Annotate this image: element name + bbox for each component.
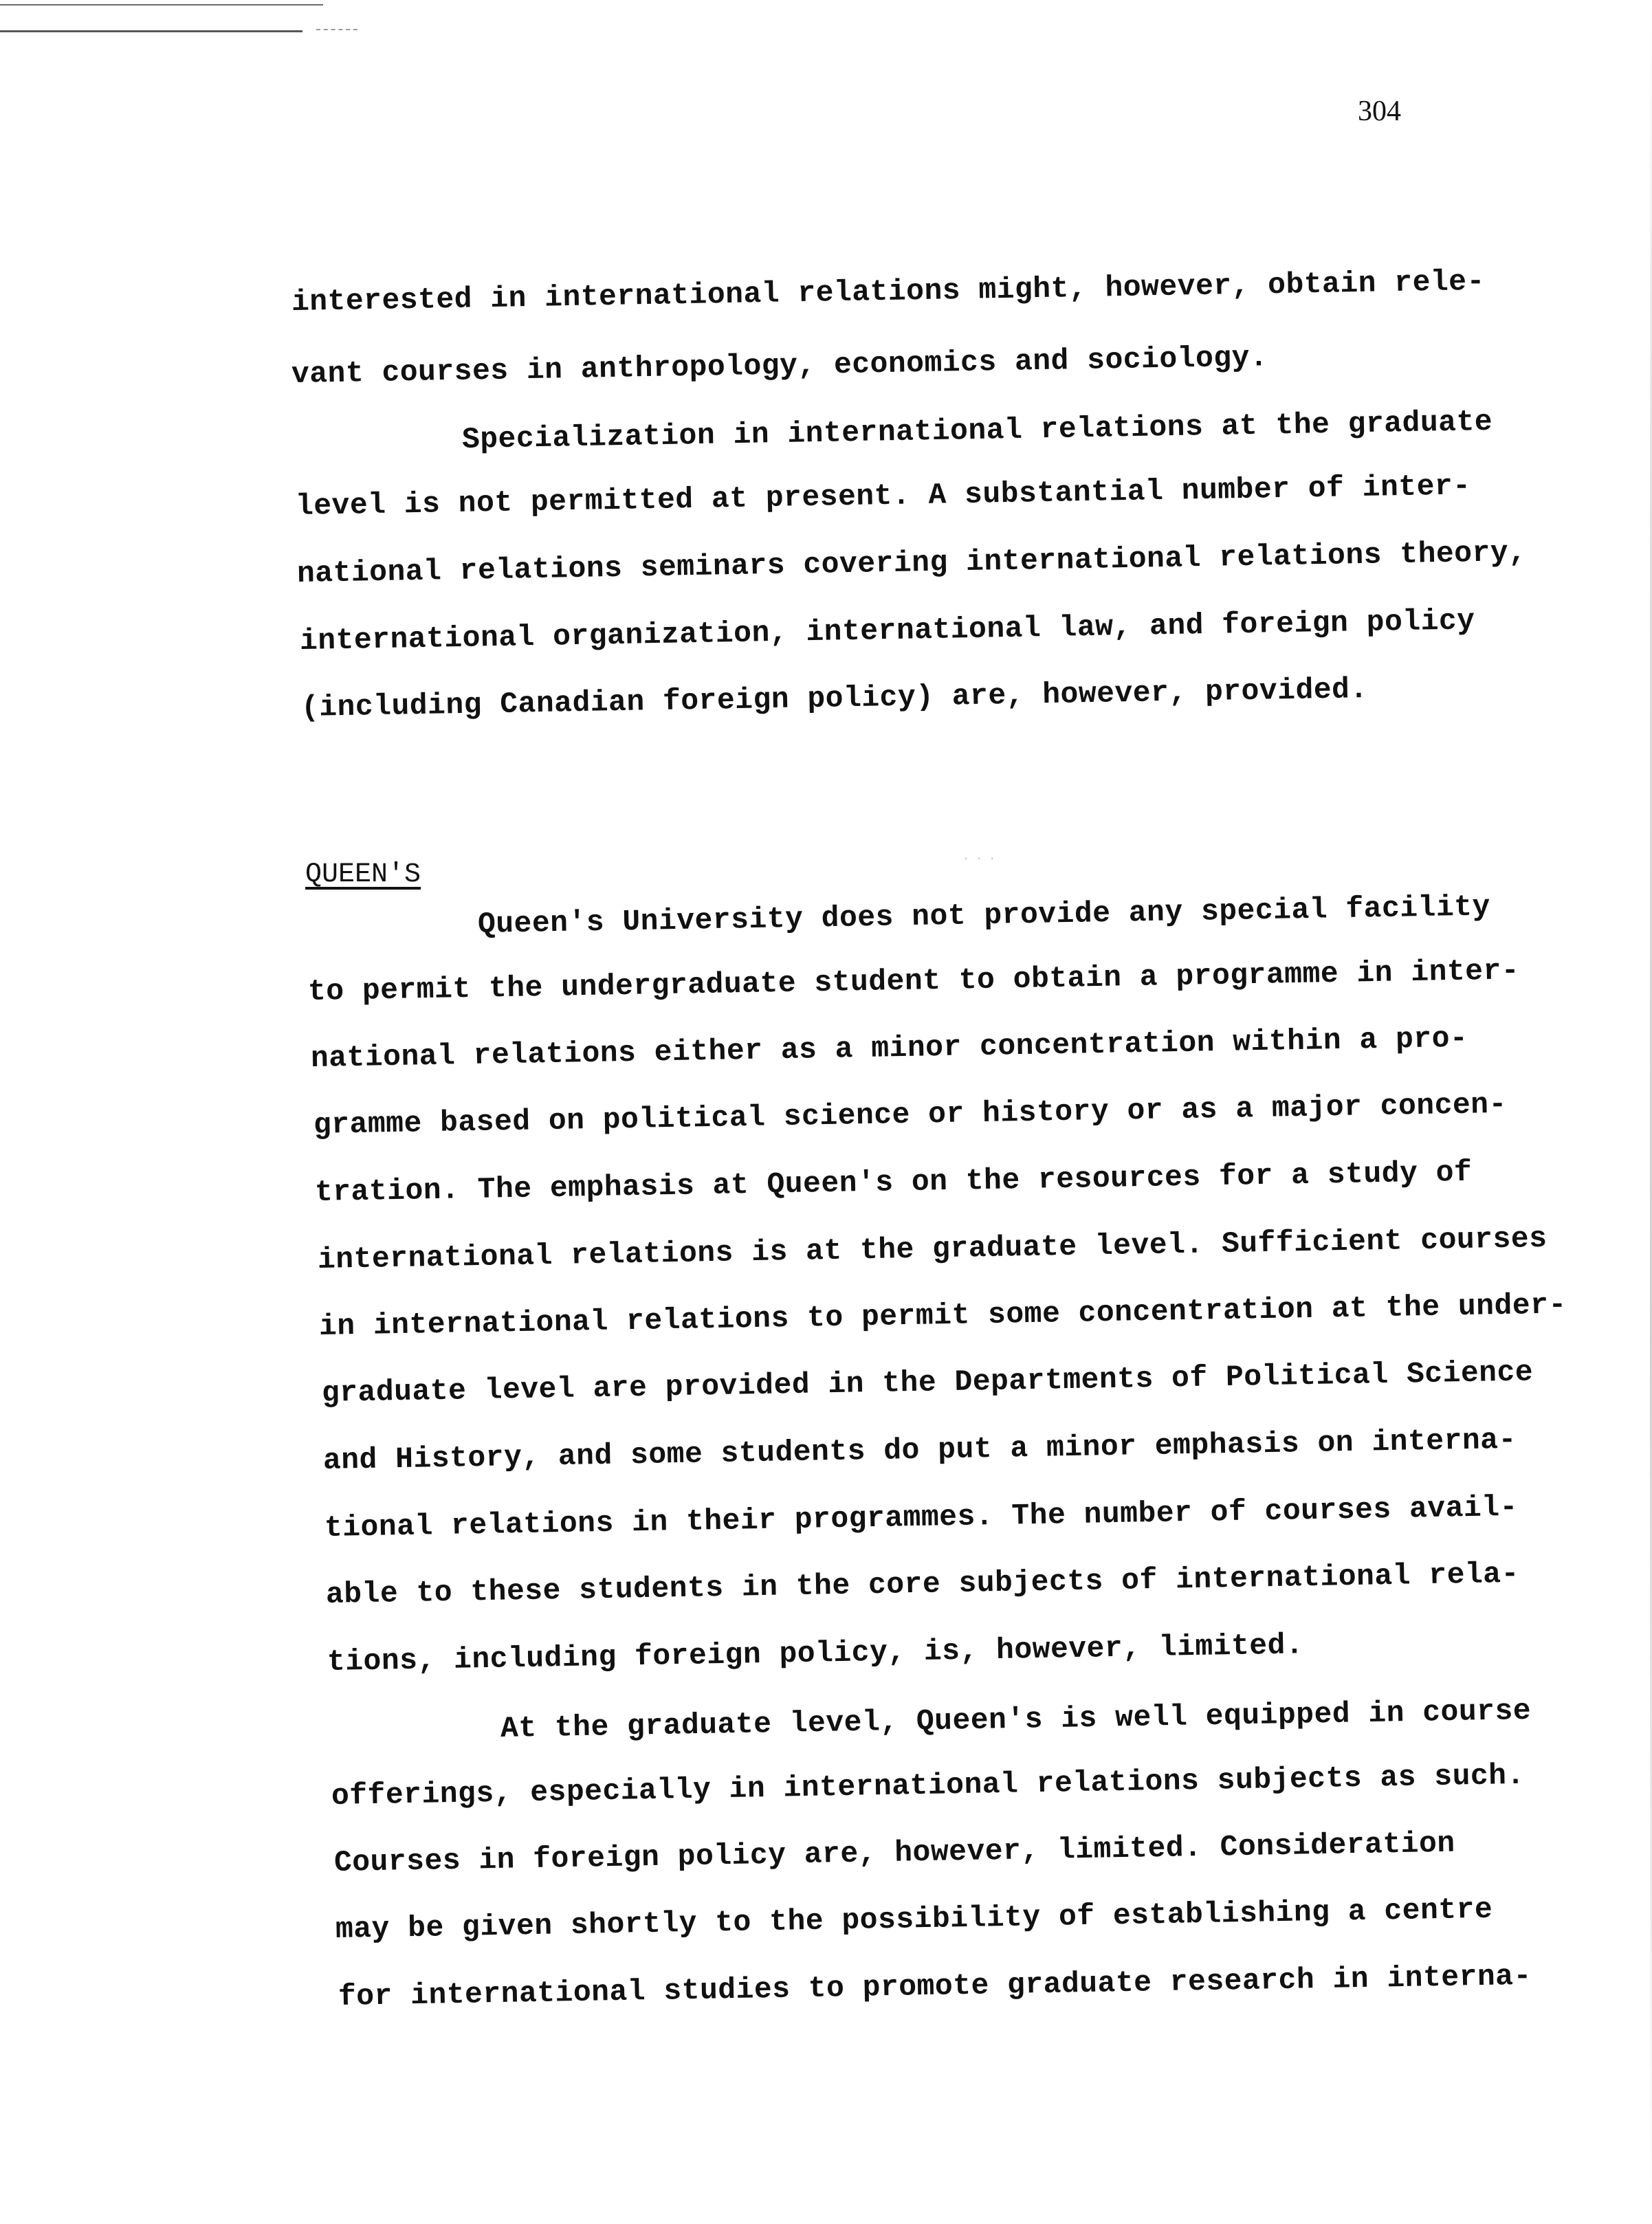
- scan-top-rule: [0, 4, 323, 5]
- scan-specks: · · ·: [962, 852, 996, 865]
- body-line: to permit the undergraduate student to obtain a programme in inter-: [307, 954, 1520, 1009]
- body-line: offerings, especially in international relations subjects as such.: [331, 1758, 1526, 1813]
- body-line: graduate level are provided in the Departments of Political Science: [321, 1355, 1534, 1410]
- page-number: 304: [1358, 96, 1401, 127]
- body-line: international relations is at the graduate level. Sufficient courses: [317, 1221, 1548, 1277]
- body-line: may be given shortly to the possibility of establishing a centre: [335, 1892, 1493, 1946]
- body-line: for international studies to promote graduate research in interna-: [338, 1959, 1532, 2014]
- body-line: Specialization in international relations at the graduate: [461, 404, 1493, 456]
- scan-top-rule-heavy: [0, 30, 302, 32]
- body-line: At the graduate level, Queen's is well equipped in course: [500, 1693, 1532, 1746]
- body-line: national relations seminars covering international relations theory,: [296, 535, 1527, 591]
- body-line: Courses in foreign policy are, however, limited. Consideration: [333, 1826, 1456, 1880]
- body-line: national relations either as a minor concentration within a pro-: [310, 1021, 1468, 1075]
- body-line: interested in international relations might, however, obtain rele-: [291, 264, 1486, 319]
- body-line: gramme based on political science or history or as a major concen-: [313, 1087, 1508, 1142]
- section-heading: QUEEN'S: [305, 859, 421, 890]
- body-line: (including Canadian foreign policy) are, however, provided.: [300, 672, 1369, 725]
- body-line: tions, including foreign policy, is, however, limited.: [327, 1628, 1304, 1679]
- body-line: vant courses in anthropology, economics and sociology.: [291, 340, 1268, 391]
- body-line: and History, and some students do put a minor emphasis on interna-: [322, 1422, 1517, 1477]
- body-line: tional relations in their programmes. The number of courses avail-: [324, 1490, 1519, 1545]
- body-line: Queen's University does not provide any special facility: [477, 890, 1491, 941]
- body-line: tration. The emphasis at Queen's on the resources for a study of: [314, 1155, 1473, 1209]
- body-line: able to these students in the core subjects of international rela-: [325, 1556, 1520, 1611]
- body-line: international organization, international law, and foreign policy: [299, 604, 1475, 658]
- scan-top-rule-dashed: [316, 29, 357, 30]
- body-line: level is not permitted at present. A substantial number of inter-: [295, 469, 1471, 523]
- body-line: in international relations to permit some concentration at the under-: [318, 1288, 1567, 1343]
